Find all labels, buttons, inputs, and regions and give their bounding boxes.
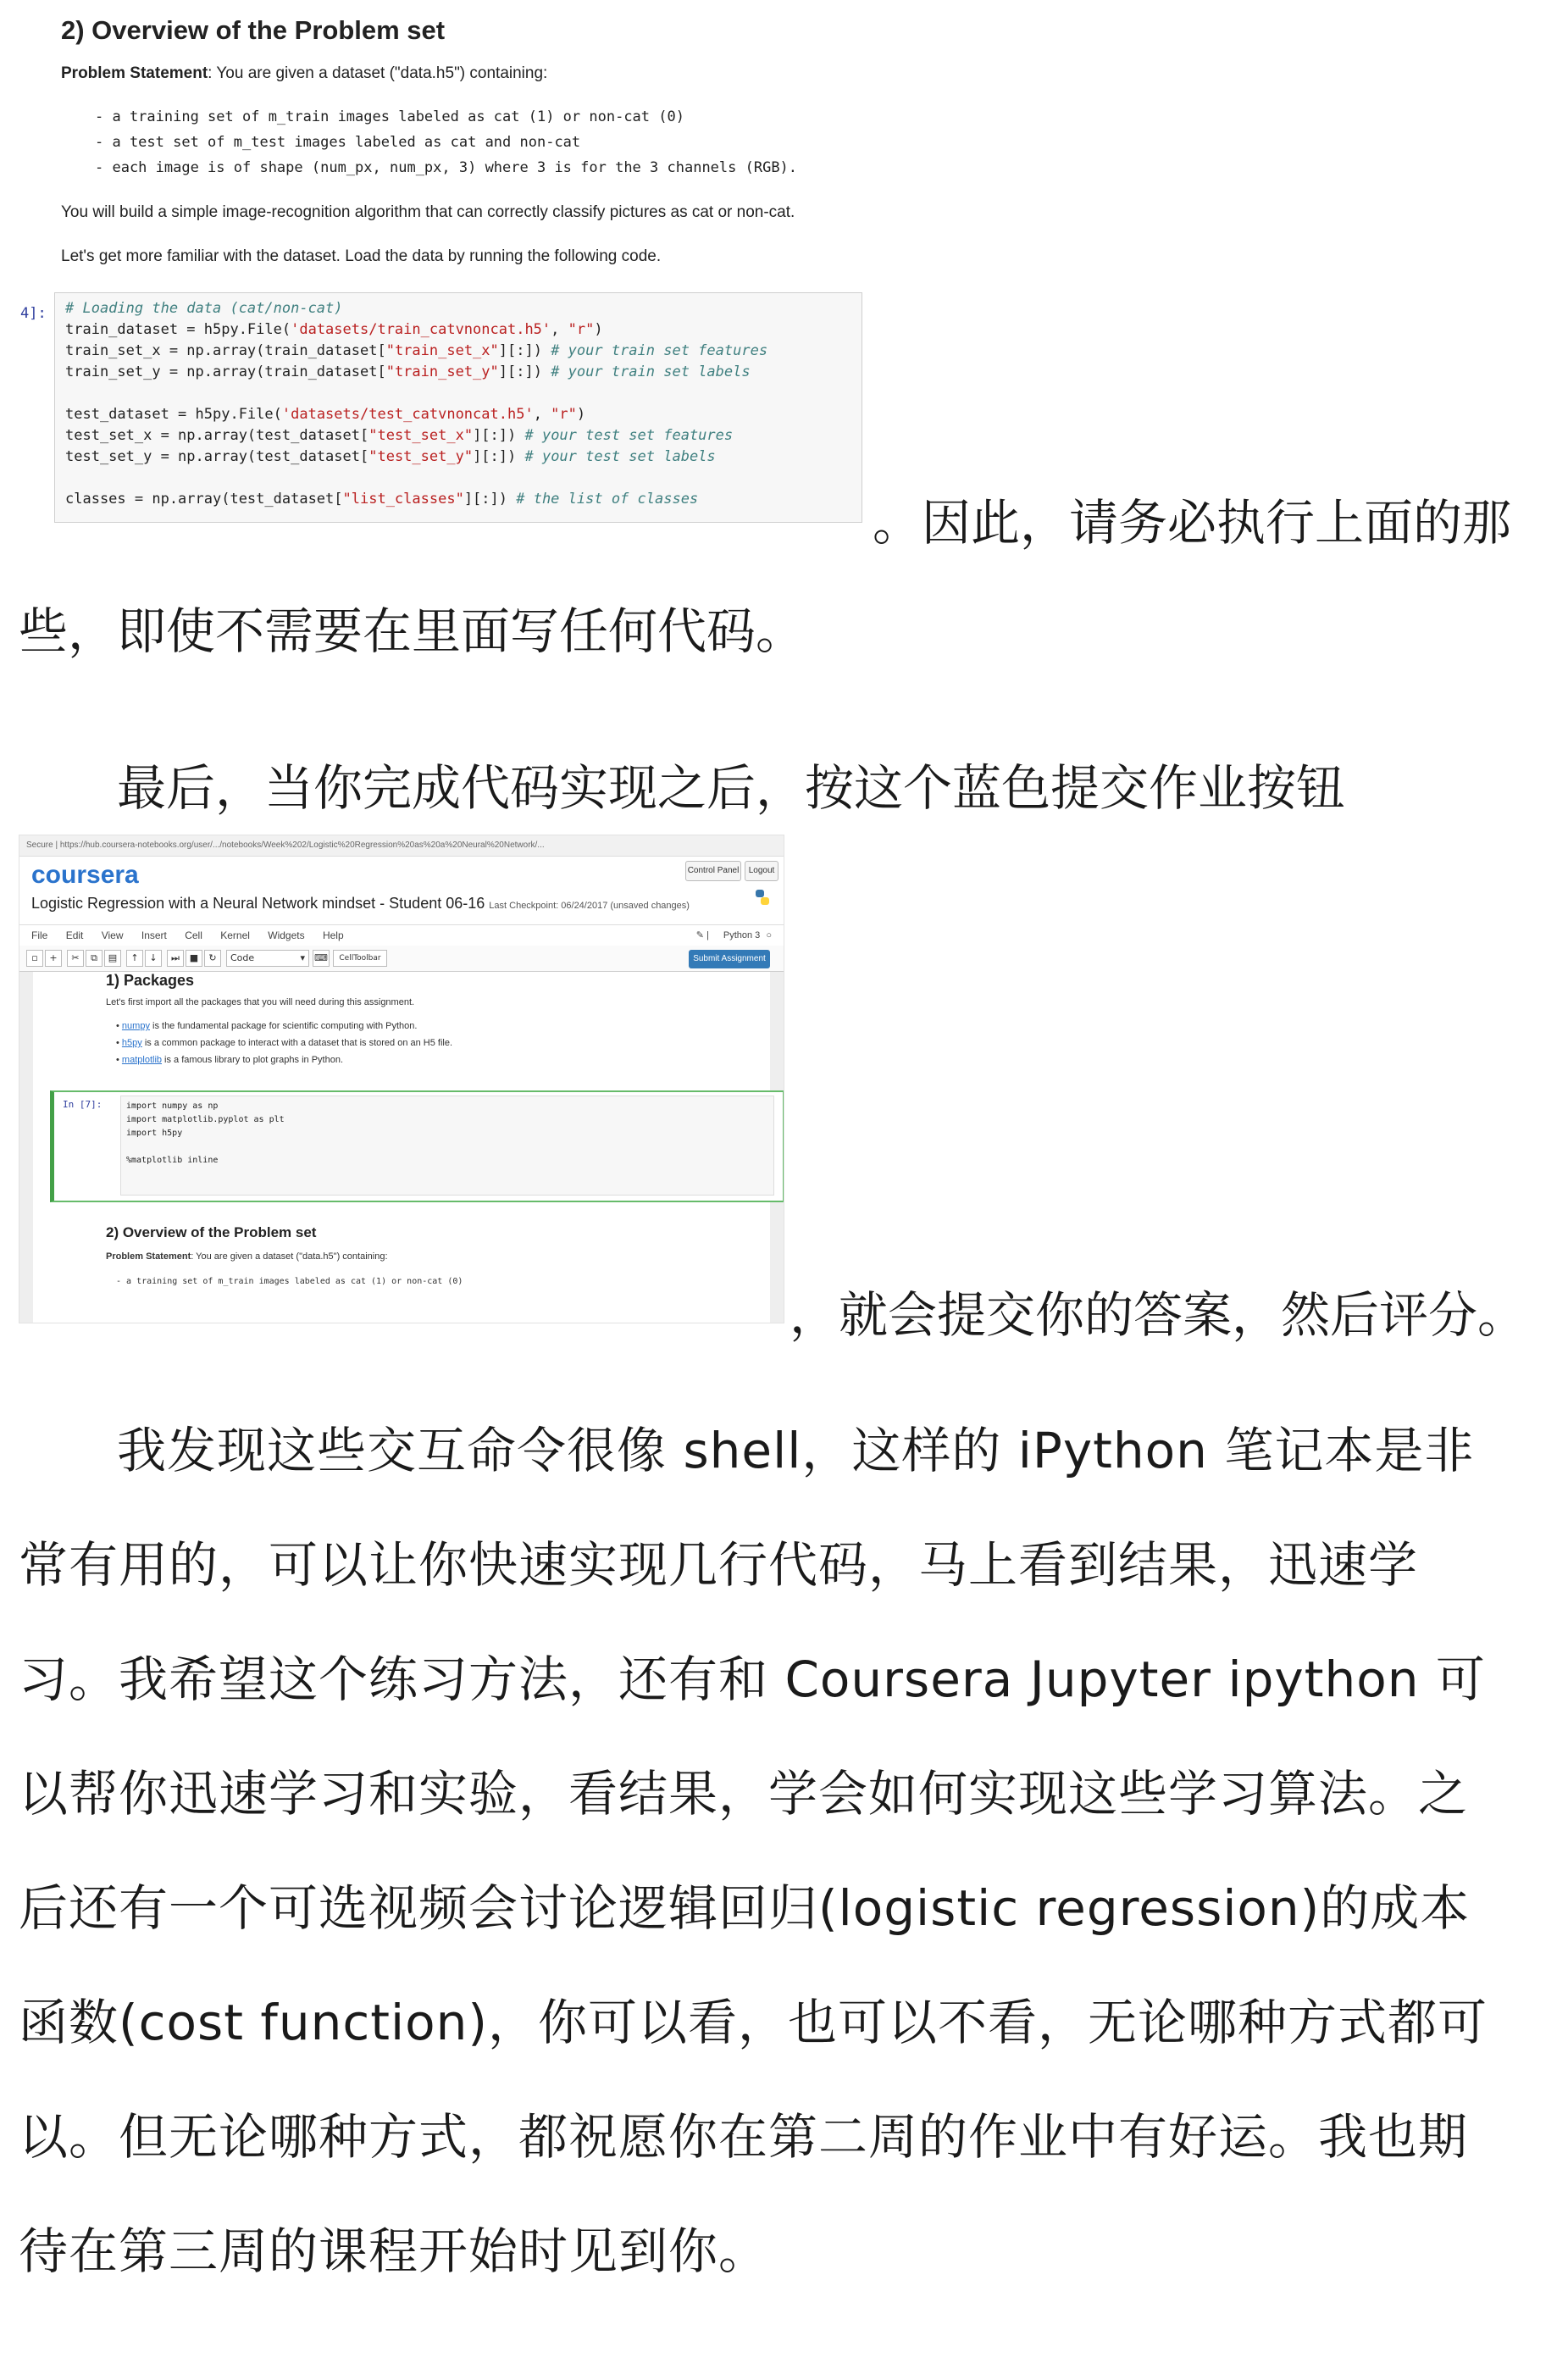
kernel-indicator: ✎ | Python 3 ○	[695, 930, 772, 940]
cell-prompt: 4]:	[20, 305, 47, 322]
stop-icon[interactable]: ■	[186, 950, 202, 967]
problem-statement	[61, 64, 547, 83]
code-line: import numpy as np	[126, 1101, 219, 1111]
submit-assignment-button[interactable]: Submit Assignment	[689, 950, 770, 968]
coursera-logo[interactable]: coursera	[31, 861, 139, 889]
bullet-shape: - each image is of shape (num_px, num_px, 3) where 3 is for the 3 channels (RGB).	[95, 159, 798, 176]
cell-type-select[interactable]: Code ▾	[226, 950, 309, 967]
copy-icon[interactable]: ⧉	[86, 950, 103, 967]
menu-view[interactable]: View	[101, 929, 124, 941]
code-line: %matplotlib inline	[126, 1156, 219, 1165]
closing-paragraph: 我发现这些交互命令很像 shell，这样的 iPython 笔记本是非常有用的，可以让你快速实现几行代码，马上看到结果，迅速学习。我希望这个练习方法，还有和 Coursera Jupyter ipython 可以帮你迅速学习和实验，看结果，学会如何实现这些学习算法。之后还有一个可选视频会讨论逻辑回归(logistic regression)的成本函数(cost function)，你可以看，也可以不看，无论哪种方式都可以。但无论哪种方式，都祝愿你在第二周的作业中有好运。我也期待在第三周的课程开始时见到你。	[19, 1422, 1488, 2280]
intro-text: Let's first import all the packages that you will need during this assignment.	[106, 997, 415, 1007]
section-heading: 1) Packages	[106, 972, 195, 989]
numpy-link[interactable]: numpy	[121, 1021, 150, 1031]
code-line: train_dataset = h5py.File('datasets/train_catvnoncat.h5', "r")	[65, 321, 603, 338]
package-h5py: • h5py is a common package to interact with a dataset that is stored on an H5 file.	[116, 1038, 453, 1048]
paste-icon[interactable]: ▤	[104, 950, 121, 967]
code-line: test_set_y = np.array(test_dataset["test_set_y"][:]) # your test set labels	[65, 448, 716, 465]
code-line: # Loading the data (cat/non-cat)	[65, 300, 343, 317]
build-text: You will build a simple image-recognition algorithm that can correctly classify pictures as cat or non-cat.	[61, 203, 795, 221]
code-line: classes = np.array(test_dataset["list_classes"][:]) # the list of classes	[65, 491, 699, 508]
code-editor[interactable]	[120, 1096, 774, 1196]
h5py-link[interactable]: h5py	[121, 1038, 142, 1048]
checkpoint-status: Last Checkpoint: 06/24/2017 (unsaved changes)	[489, 901, 690, 911]
problem-statement-label: Problem Statement	[61, 64, 208, 82]
paragraph-submit: 最后，当你完成代码实现之后，按这个蓝色提交作业按钮	[117, 759, 1346, 817]
logout-button[interactable]: Logout	[745, 861, 778, 881]
overview-heading: 2) Overview of the Problem set	[106, 1224, 317, 1240]
menu-file[interactable]: File	[31, 929, 48, 941]
package-matplotlib: • matplotlib is a famous library to plot graphs in Python.	[116, 1055, 343, 1065]
code-cell[interactable]	[54, 292, 862, 523]
cut-icon[interactable]: ✂	[67, 950, 84, 967]
run-icon[interactable]: ⏭	[167, 950, 184, 967]
load-text: Let's get more familiar with the dataset. Load the data by running the following code.	[61, 247, 662, 265]
python-logo-icon	[753, 888, 772, 907]
code-line: train_set_y = np.array(train_dataset["train_set_y"][:]) # your train set labels	[65, 363, 751, 380]
move-down-icon[interactable]: ↓	[145, 950, 162, 967]
problem-set-heading: 2) Overview of the Problem set	[61, 15, 446, 45]
notebook-title[interactable]: Logistic Regression with a Neural Network mindset - Student 06-16 Last Checkpoint: 06/24/2017 (unsaved changes)	[31, 895, 690, 912]
code-line: test_dataset = h5py.File('datasets/test_catvnoncat.h5', "r")	[65, 406, 586, 423]
menu-edit[interactable]: Edit	[65, 929, 84, 941]
menu-help[interactable]: Help	[322, 929, 344, 941]
menu-widgets[interactable]: Widgets	[268, 929, 305, 941]
notebook-toolbar	[19, 946, 784, 972]
menu-cell[interactable]: Cell	[185, 929, 202, 941]
notebook-content	[33, 972, 770, 1323]
menu-insert[interactable]: Insert	[141, 929, 167, 941]
notebook-page	[19, 972, 784, 1323]
selected-code-cell[interactable]	[50, 1090, 784, 1202]
package-numpy: • numpy is the fundamental package for scientific computing with Python.	[116, 1021, 418, 1031]
code-line: import matplotlib.pyplot as plt	[126, 1115, 285, 1124]
bullet-train: - a training set of m_train images labeled as cat (1) or non-cat (0)	[95, 108, 684, 125]
code-line: import h5py	[126, 1129, 183, 1138]
menu-bar	[19, 924, 784, 946]
code-line: test_set_x = np.array(test_dataset["test_set_x"][:]) # your test set features	[65, 427, 734, 444]
celltoolbar-button[interactable]: CellToolbar	[333, 950, 387, 967]
save-icon[interactable]: ▫	[26, 950, 43, 967]
matplotlib-link[interactable]: matplotlib	[121, 1055, 162, 1065]
text-after-screenshot-1: 。因此，请务必执行上面的那	[873, 494, 1512, 552]
cell-prompt: In [7]:	[63, 1099, 103, 1110]
address-bar[interactable]: Secure | https://hub.coursera-notebooks.org/user/.../notebooks/Week%202/Logistic%20Regression%20as%20a%20Neural%20Network/...	[19, 835, 784, 857]
restart-icon[interactable]: ↻	[204, 950, 221, 967]
problem-statement-text: : You are given a dataset ("data.h5") containing:	[208, 64, 548, 82]
text-line: 些，即使不需要在里面写任何代码。	[19, 602, 806, 660]
add-cell-icon[interactable]: +	[45, 950, 62, 967]
coursera-notebook-screenshot	[19, 835, 784, 1323]
keyboard-icon[interactable]: ⌨	[313, 950, 330, 967]
menu-kernel[interactable]: Kernel	[220, 929, 250, 941]
code-line: train_set_x = np.array(train_dataset["train_set_x"][:]) # your train set features	[65, 342, 768, 359]
problem-statement: Problem Statement: You are given a dataset ("data.h5") containing:	[106, 1251, 388, 1262]
bullet-train: - a training set of m_train images labeled as cat (1) or non-cat (0)	[116, 1277, 463, 1286]
move-up-icon[interactable]: ↑	[126, 950, 143, 967]
bullet-test: - a test set of m_test images labeled as cat and non-cat	[95, 134, 581, 151]
text-after-screenshot-2: ，就会提交你的答案，然后评分。	[790, 1286, 1527, 1344]
notebook-screenshot-1	[20, 0, 867, 525]
control-panel-button[interactable]: Control Panel	[685, 861, 741, 881]
